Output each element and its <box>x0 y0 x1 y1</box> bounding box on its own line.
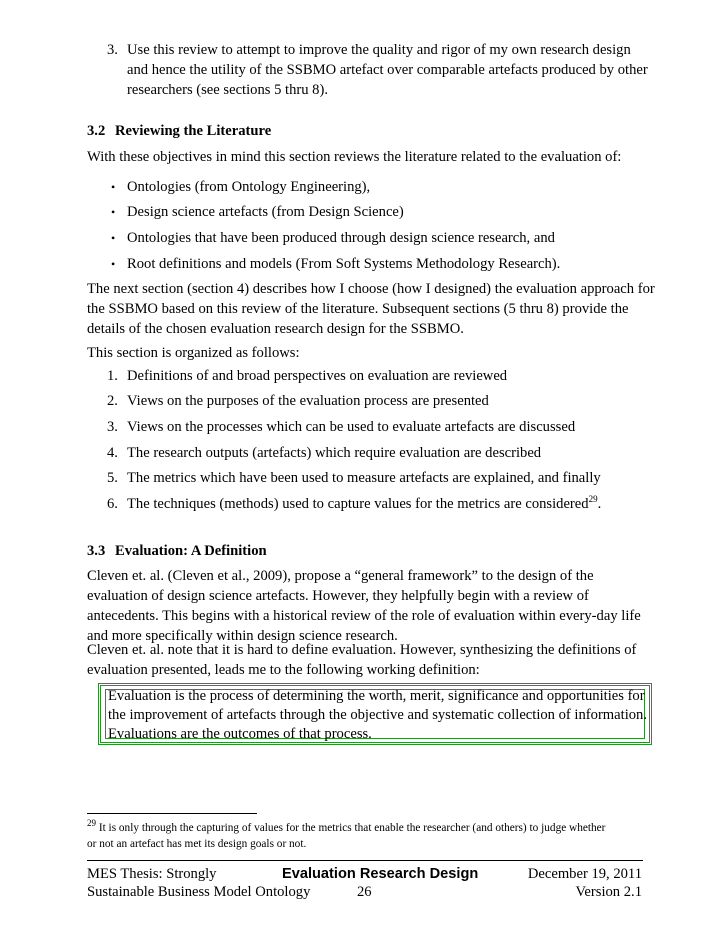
list-marker: 3. <box>107 42 118 58</box>
footnote-text: It is only through the capturing of values for the metrics that enable the researcher (and others) to judge whether <box>98 822 606 834</box>
definition-intro-paragraph <box>87 640 647 680</box>
bullet-icon: • <box>111 180 116 194</box>
text-line: Use this review to attempt to improve the quality and rigor of my own research design <box>127 42 631 58</box>
footer-thesis-title-line1: MES Thesis: Strongly <box>87 866 217 882</box>
text-line: evaluation of design science artefacts. However, they helpfully begin with a review of <box>87 588 589 604</box>
footer-chapter-title: Evaluation Research Design <box>282 866 479 882</box>
list-item-text <box>127 494 601 514</box>
organized-paragraph <box>87 343 647 363</box>
list-item-text: Ontologies (from Ontology Engineering), <box>127 179 371 195</box>
list-item-end: . <box>597 496 602 512</box>
intro-paragraph <box>87 147 647 167</box>
bullet-icon: • <box>111 231 116 245</box>
text-line: the SSBMO based on this review of the literature. Subsequent sections (5 thru 8) provide the <box>87 301 629 317</box>
text-line: This section is organized as follows: <box>87 345 300 361</box>
text-line: researchers (see sections 5 thru 8). <box>127 82 328 98</box>
text-line: Cleven et. al. note that it is hard to define evaluation. However, synthesizing the definitions of <box>87 642 637 658</box>
definition-text <box>108 687 648 744</box>
footer-version: Version 2.1 <box>575 884 642 900</box>
bullet-icon: • <box>111 257 116 271</box>
text-line: the improvement of artefacts through the objective and systematic collection of information. <box>108 707 647 723</box>
footnote-number: 29 <box>87 818 96 829</box>
text-line: The next section (section 4) describes how I choose (how I designed) the evaluation approach for <box>87 281 655 297</box>
list-marker: 5. <box>107 470 118 486</box>
text-line: or not an artefact has met its design goals or not. <box>87 838 307 850</box>
section-heading-3-2 <box>87 121 271 141</box>
section-heading-3-3 <box>87 541 267 561</box>
list-item-text: The metrics which have been used to measure artefacts are explained, and finally <box>127 470 601 486</box>
footer-thesis-title-line2: Sustainable Business Model Ontology <box>87 884 311 900</box>
text-line: and more specifically within design science research. <box>87 628 398 644</box>
text-line <box>87 820 657 836</box>
list-item-text: Views on the processes which can be used to evaluate artefacts are discussed <box>127 419 576 435</box>
section-number: 3.2 <box>87 123 106 139</box>
footer-date: December 19, 2011 <box>527 866 642 882</box>
list-marker: 3. <box>107 419 118 435</box>
section-title: Reviewing the Literature <box>115 123 272 139</box>
list-item-text <box>127 40 648 100</box>
list-item-text: Ontologies that have been produced through design science research, and <box>127 230 555 246</box>
page-number: 26 <box>357 884 372 900</box>
footnote-ref[interactable]: 29 <box>588 494 598 505</box>
text-line: Evaluations are the outcomes of that process. <box>108 726 372 742</box>
list-marker: 2. <box>107 393 118 409</box>
list-item-body: The techniques (methods) used to capture values for the metrics are considered <box>127 496 589 512</box>
section-number: 3.3 <box>87 543 106 559</box>
list-item-text: Root definitions and models (From Soft Systems Methodology Research). <box>127 256 561 272</box>
bullet-icon: • <box>111 205 116 219</box>
list-item-text: The research outputs (artefacts) which require evaluation are described <box>127 445 542 461</box>
text-line: and hence the utility of the SSBMO artefact over comparable artefacts produced by other <box>127 62 648 78</box>
list-marker: 1. <box>107 368 118 384</box>
text-line: Cleven et. al. (Cleven et al., 2009), propose a “general framework” to the design of the <box>87 568 594 584</box>
list-item-text: Definitions of and broad perspectives on evaluation are reviewed <box>127 368 508 384</box>
next-section-paragraph <box>87 279 655 339</box>
list-marker: 4. <box>107 445 118 461</box>
list-marker: 6. <box>107 496 118 512</box>
footnote <box>87 820 657 852</box>
text-line: Evaluation is the process of determining the worth, merit, significance and opportunities for <box>108 688 645 704</box>
text-line: With these objectives in mind this section reviews the literature related to the evaluation of: <box>87 149 622 165</box>
text-line: antecedents. This begins with a historical review of the role of evaluation within every-day life <box>87 608 641 624</box>
footer-rule <box>87 860 643 861</box>
text-line: details of the chosen evaluation research design for the SSBMO. <box>87 321 464 337</box>
section-title: Evaluation: A Definition <box>115 543 267 559</box>
list-item-text: Design science artefacts (from Design Science) <box>127 204 404 220</box>
list-item-text: Views on the purposes of the evaluation process are presented <box>127 393 489 409</box>
footnote-separator <box>87 813 257 814</box>
cleven-paragraph <box>87 566 647 646</box>
text-line: evaluation presented, leads me to the following working definition: <box>87 662 480 678</box>
